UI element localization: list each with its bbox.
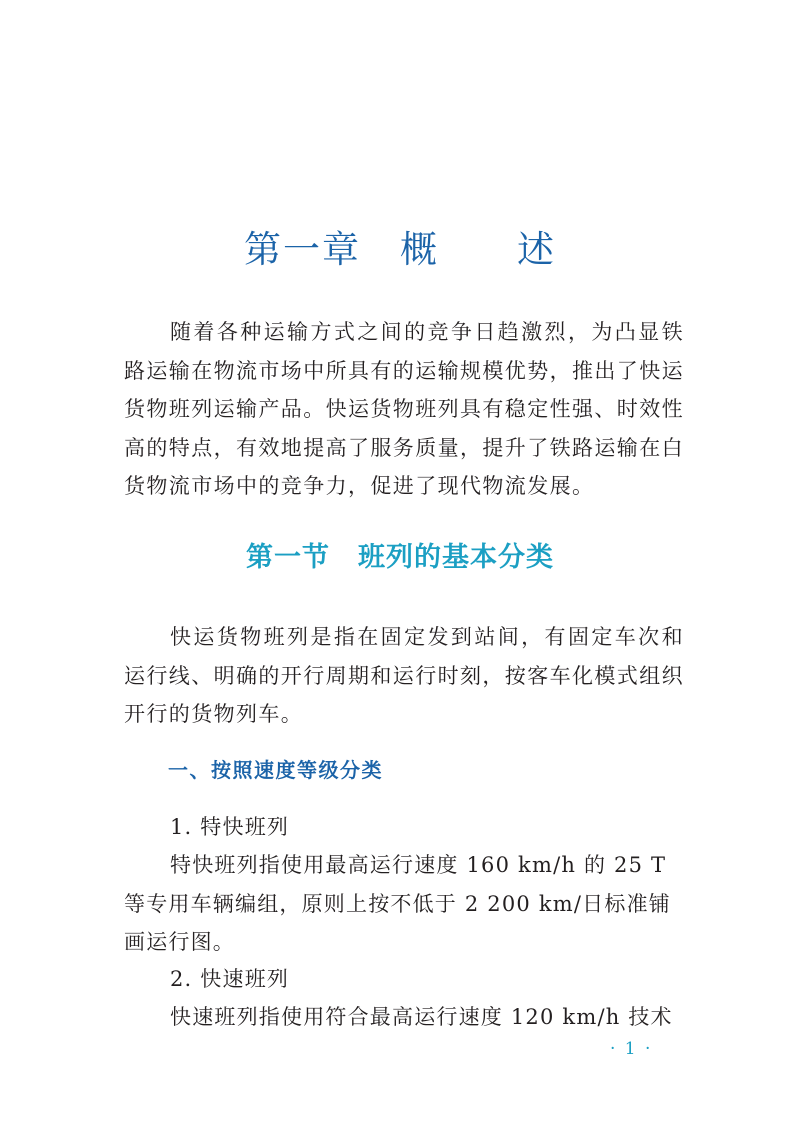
section-title: 第一节 班列的基本分类 bbox=[246, 542, 554, 573]
item-body-fast: 快速班列指使用符合最高运行速度 120 km/h 技术 bbox=[170, 1005, 673, 1029]
chapter-title: 第一章 概 述 bbox=[244, 228, 556, 271]
subsection-title: 一、按照速度等级分类 bbox=[168, 758, 383, 782]
item-heading-fast: 2. 快速班列 bbox=[170, 967, 290, 991]
section-paragraph: 快运货物班列是指在固定发到站间，有固定车次和运行线、明确的开行周期和运行时刻，按客车化模式组织开行的货物列车。 bbox=[124, 625, 684, 726]
item-body-express: 特快班列指使用最高运行速度 160 km/h 的 25 T 等专用车辆编组，原则上按不低于 2 200 km/日标准铺画运行图。 bbox=[124, 853, 671, 954]
intro-paragraph: 随着各种运输方式之间的竞争日趋激烈，为凸显铁路运输在物流市场中所具有的运输规模优势，推出了快运货物班列运输产品。快运货物班列具有稳定性强、时效性高的特点，有效地提高了服务质量，提升了铁路运输在白货物流市场中的竞争力，促进了现代物流发展。 bbox=[124, 320, 684, 498]
page-number: · 1 · bbox=[610, 1039, 653, 1059]
item-heading-express: 1. 特快班列 bbox=[170, 815, 290, 839]
